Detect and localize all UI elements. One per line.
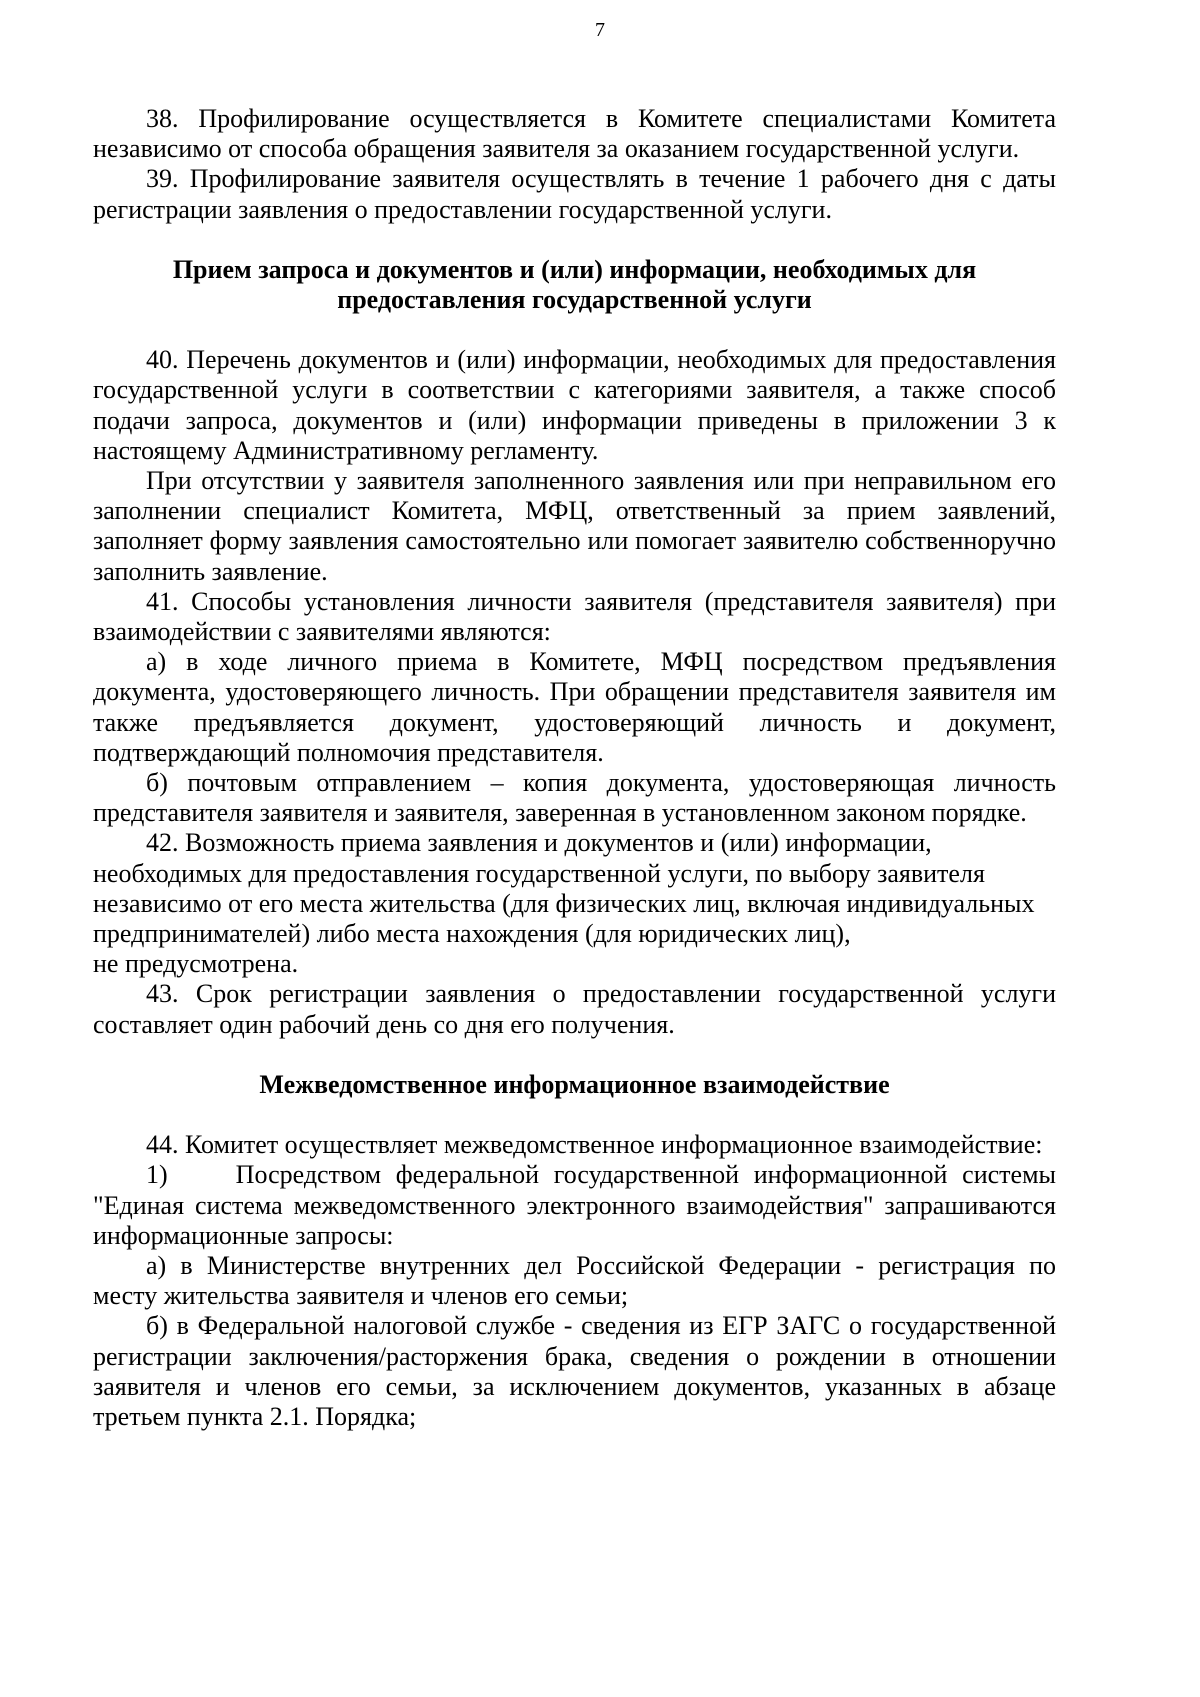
item-number: 1): [146, 1160, 168, 1190]
item-text: Посредством федеральной государственной информационной системы "Единая система межведомственного электронного взаимодействия" запрашиваются информационные запросы:: [93, 1160, 1056, 1250]
paragraph-44-b: б) в Федеральной налоговой службе - сведения из ЕГР ЗАГС о государственной регистрации заключения/расторжения брака, сведения о рождении в отношении заявителя и членов его семьи, за исключением документов, указанных в абзаце третьем пункта 2.1. Порядка;: [93, 1311, 1056, 1431]
paragraph-41: 41. Способы установления личности заявителя (представителя заявителя) при взаимодействии с заявителями являются:: [93, 586, 1056, 647]
paragraph-41-b: б) почтовым отправлением – копия документа, удостоверяющая личность представителя заявителя и заявителя, заверенная в установленном законом порядке.: [93, 768, 1056, 828]
paragraph-41-a: а) в ходе личного приема в Комитете, МФЦ посредством предъявления документа, удостоверяющего личность. При обращении представителя заявителя им также предъявляется документ, удостоверяющий личность и документ, подтверждающий полномочия представителя.: [93, 647, 1056, 767]
paragraph-42: 42. Возможность приема заявления и документов и (или) информации, необходимых для предоставления государственной услуги, по выбору заявителя независимо от его места жительства (для физических лиц, включая индивидуальных предпринимателей) либо места нахождения (для юридических лиц),: [93, 828, 1035, 949]
section-heading-document-intake: Прием запроса и документов и (или) информации, необходимых для предоставления государственной услуги: [172, 254, 977, 315]
paragraph-42-end: не предусмотрена.: [93, 949, 299, 979]
section-heading-interagency: Межведомственное информационное взаимодействие: [259, 1069, 890, 1099]
paragraph-43: 43. Срок регистрации заявления о предоставлении государственной услуги составляет один рабочий день со дня его получения.: [93, 979, 1056, 1039]
paragraph-44-1: [93, 1160, 1056, 1251]
paragraph-38: 38. Профилирование осуществляется в Комитете специалистами Комитета независимо от способа обращения заявителя за оказанием государственной услуги.: [93, 104, 1056, 164]
paragraph-44-a: а) в Министерстве внутренних дел Российской Федерации - регистрация по месту жительства заявителя и членов его семьи;: [93, 1250, 1056, 1311]
paragraph-40: 40. Перечень документов и (или) информации, необходимых для предоставления государственной услуги в соответствии с категориями заявителя, а также способ подачи запроса, документов и (или) информации приведены в приложении 3 к настоящему Административному регламенту.: [93, 345, 1056, 465]
paragraph-39: 39. Профилирование заявителя осуществлять в течение 1 рабочего дня с даты регистрации заявления о предоставлении государственной услуги.: [93, 164, 1056, 224]
page-number: 7: [595, 19, 605, 41]
document-body: [93, 104, 1056, 1432]
paragraph-40-note: При отсутствии у заявителя заполненного заявления или при неправильном его заполнении специалист Комитета, МФЦ, ответственный за прием заявлений, заполняет форму заявления самостоятельно или помогает заявителю собственноручно заполнить заявление.: [93, 466, 1056, 586]
paragraph-44: 44. Комитет осуществляет межведомственное информационное взаимодействие:: [146, 1130, 1043, 1160]
